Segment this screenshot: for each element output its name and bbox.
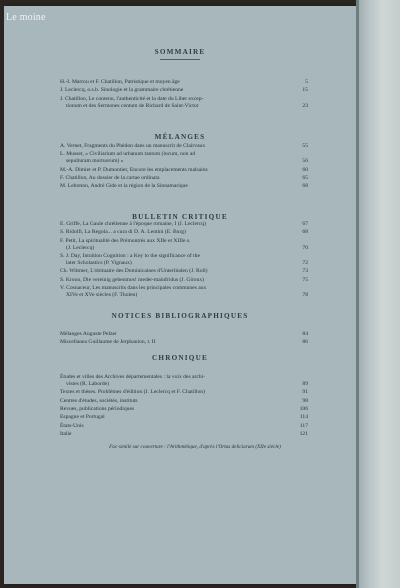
toc-entry-line: L. Musset, « Civiliarium ad urbanum tantum (locum, non ad — [60, 151, 196, 158]
toc-page-number: 89 — [302, 380, 308, 387]
toc-entry-line: F. Petit, La spiritualité des Prémontrés aux XIIe et XIIIe s. — [60, 237, 191, 244]
cover-caption: Fac-similé sur couverture : l'Arithmétique, d'après l'Ortus deliciarum (XIIe siècle) — [109, 444, 281, 450]
toc-entry-line: XIVe et XVe siècles (F. Tholen) — [66, 291, 138, 298]
toc-entry-line: S. Kroon, Die vereinig gebenmos! meder-mainfridus (J. Giroux) — [60, 276, 205, 283]
toc-page-number: 56 — [302, 158, 308, 165]
toc-page-number: 55 — [302, 143, 308, 149]
toc-page-number: 60 — [302, 166, 308, 173]
section-heading-chronique: CHRONIQUE — [152, 354, 208, 362]
toc-page-number: 68 — [302, 183, 308, 190]
toc-entry-line: S. Ridolfi, La Regola... a cura di D. A. Lentini (E. Burg) — [60, 229, 186, 236]
toc-page-number: 68 — [302, 229, 308, 236]
toc-page-number: 75 — [302, 276, 308, 283]
section-heading-notices: NOTICES BIBLIOGRAPHIQUES — [111, 312, 249, 320]
toc-entry-line: M. Lebreton, André Gide et la région de la Sinnamarique — [60, 183, 188, 190]
toc-page-number: 73 — [302, 268, 308, 275]
page-header: Le moine — [6, 12, 46, 23]
toc-entry-line: E. Griffe, La Gaule chrétienne à l'époque romaine, I (J. Leclercq) — [60, 221, 206, 227]
toc-entry-line: tionum et des Sermones centum de Richard de Saint-Victor — [66, 102, 199, 109]
divider — [160, 59, 200, 60]
toc-entry-line: V. Cosnaceur, Les manuscrits dans les principales communes aux — [60, 285, 207, 291]
toc-entry-line: F. Chatillon, Au dossier de la cartae ordinata — [60, 175, 160, 181]
toc-entry-line: Études et villes des Archives départementales : la voix des archi- — [60, 374, 206, 380]
toc-page-number: 78 — [302, 291, 308, 298]
toc-entry-line: later Scholastics (P. Vignaux) — [66, 259, 132, 266]
page-fold-shadow — [356, 0, 359, 588]
toc-page-number: 121 — [299, 431, 308, 438]
section-heading-bulletin: BULLETIN CRITIQUE — [132, 213, 228, 221]
toc-page-number: 91 — [302, 389, 308, 396]
toc-entry-line: Revues, publications périodiques — [60, 406, 135, 412]
toc-page-number: 98 — [302, 397, 308, 404]
toc-entry-line: S. J. Day, Intuition Cognition : a Key to the significance of the — [60, 253, 200, 259]
section-heading-melanges: MÉLANGES — [154, 133, 206, 141]
toc-entry-line: J. Leclercq, o.s.b. Sinologie et la grammaire chrétienne — [60, 87, 184, 94]
toc-page-number: 72 — [302, 259, 308, 266]
toc-page-number: 15 — [302, 87, 308, 94]
toc-entry-line: sepulturam mortuorum) » — [66, 158, 124, 165]
toc-entry-line: Textes et thèses. Problèmes d'édition (J. Leclercq et F. Chatillon) — [60, 389, 205, 396]
toc-page-number: 5 — [305, 79, 308, 85]
toc-page-number: 86 — [302, 339, 308, 346]
toc-page-number: 117 — [299, 422, 308, 429]
toc-entry-line: Italie — [60, 431, 72, 438]
toc-entry-line: Mélanges Auguste Pelzer — [60, 331, 117, 337]
page — [4, 6, 356, 584]
toc-entry-line: M.-A. Dimier et P. Dumontier, Encore les emplacements malsains — [60, 166, 208, 173]
toc-page-number: 114 — [299, 414, 308, 421]
toc-entry-line: Miscellanea Guillaume de Jerphanion, t. II — [60, 339, 156, 346]
toc-page-number: 67 — [302, 221, 308, 227]
toc-entry-line: A. Vernet, Fragments du Phédon dans un manuscrit de Clairvaux — [60, 143, 206, 149]
adjacent-page-edge — [356, 0, 400, 588]
toc-entry-line: Ch. Wittmer, L'obituaire des Dominicaines d'Unterlinden (J. Roll) — [60, 268, 208, 275]
toc-entry-line: H.-I. Marrou et F. Chatillon, Patristique et moyen âge — [60, 79, 180, 85]
toc-page-number: 65 — [302, 175, 308, 181]
toc-page-number: 106 — [299, 406, 308, 412]
toc-page-number: 70 — [302, 244, 308, 251]
toc-entry-line: (J. Leclercq) — [66, 244, 95, 251]
toc-entry-line: Espagne et Portugal — [60, 414, 105, 421]
toc-entry-line: Centres d'études, sociétés, instituts — [60, 397, 138, 404]
section-heading-sommaire: SOMMAIRE — [154, 48, 206, 56]
toc-page-number: 23 — [302, 102, 308, 109]
toc-entry-line: J. Chatillon, Le contenu, l'authenticité et la date du Liber excep- — [60, 95, 204, 102]
toc-entry-line: vistes (R. Laborde) — [66, 380, 110, 387]
toc-page-number: 84 — [302, 331, 308, 337]
toc-entry-line: États-Unis — [60, 422, 84, 429]
